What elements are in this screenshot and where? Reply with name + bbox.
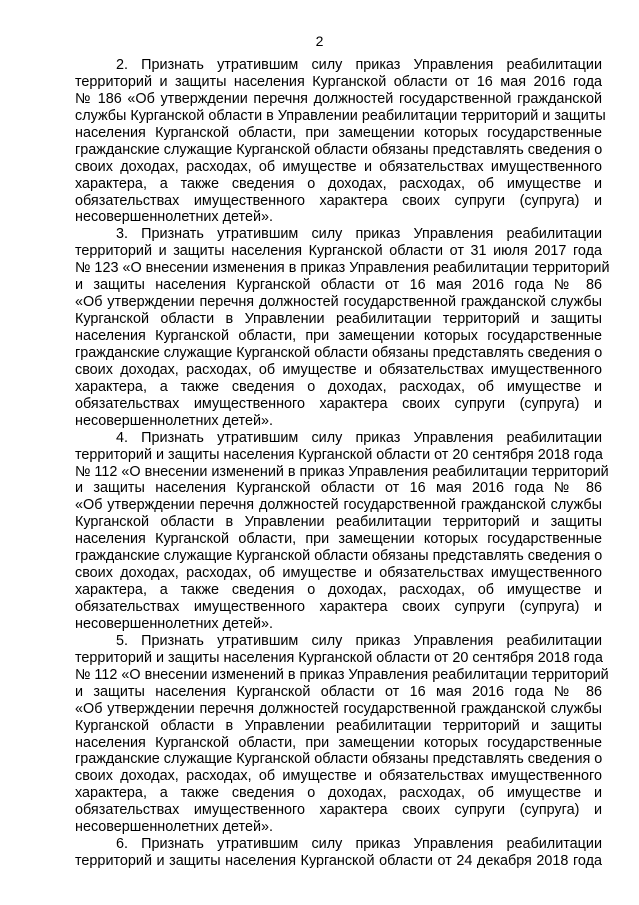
paragraph-line: обязательствах имущественного характера своих супруги (супруга) и xyxy=(75,802,602,819)
paragraph-line: службы Курганской области в Управлении реабилитации территорий и защиты xyxy=(75,107,606,124)
paragraph-6 xyxy=(75,836,602,870)
paragraph-line: территорий и защиты населения Курганской области от 31 июля 2017 года xyxy=(75,243,602,260)
paragraph-line: населения Курганской области, при замещении которых государственные xyxy=(75,531,602,548)
paragraph-line: «Об утверждении перечня должностей государственной гражданской службы xyxy=(75,497,602,514)
paragraph-line: обязательствах имущественного характера своих супруги (супруга) и xyxy=(75,192,602,209)
paragraph-line: характера, а также сведения о доходах, расходах, об имуществе и xyxy=(75,378,602,395)
paragraph-line: № 123 «О внесении изменения в приказ Управления реабилитации территорий xyxy=(75,260,610,277)
paragraph-line: территорий и защиты населения Курганской области от 24 декабря 2018 года xyxy=(75,853,602,870)
paragraph-line: и защиты населения Курганской области от 16 мая 2016 года № 86 xyxy=(75,480,602,497)
paragraph-line: № 186 «Об утверждении перечня должностей государственной гражданской xyxy=(75,90,602,107)
paragraph-line: территорий и защиты населения Курганской области от 20 сентября 2018 года xyxy=(75,446,603,463)
paragraph-line: несовершеннолетних детей». xyxy=(75,819,274,836)
paragraph-line: № 112 «О внесении изменений в приказ Управления реабилитации территорий xyxy=(75,666,609,683)
paragraph-line: гражданские служащие Курганской области обязаны представлять сведения о xyxy=(75,344,603,361)
paragraph-line: населения Курганской области, при замещении которых государственные xyxy=(75,124,602,141)
paragraph-line: характера, а также сведения о доходах, расходах, об имуществе и xyxy=(75,785,602,802)
paragraph-line: своих доходах, расходах, об имуществе и обязательствах имущественного xyxy=(75,565,602,582)
paragraph-line: территорий и защиты населения Курганской области от 16 мая 2016 года xyxy=(75,73,602,90)
paragraph-line: населения Курганской области, при замещении которых государственные xyxy=(75,328,602,344)
paragraph-line: 6. Признать утратившим силу приказ Управления реабилитации xyxy=(116,836,602,853)
paragraph-line: гражданские служащие Курганской области обязаны представлять сведения о xyxy=(75,548,603,565)
paragraph-line: несовершеннолетних детей». xyxy=(75,209,274,226)
paragraph-3 xyxy=(75,226,610,429)
paragraph-line: несовершеннолетних детей». xyxy=(75,412,274,429)
paragraph-line: несовершеннолетних детей». xyxy=(75,615,274,632)
paragraph-line: 5. Признать утратившим силу приказ Управления реабилитации xyxy=(116,632,602,649)
paragraph-line: Курганской области в Управлении реабилитации территорий и защиты xyxy=(75,311,602,328)
paragraph-line: обязательствах имущественного характера своих супруги (супруга) и xyxy=(75,599,602,615)
paragraph-2 xyxy=(75,57,606,226)
paragraph-line: характера, а также сведения о доходах, расходах, об имуществе и xyxy=(75,582,602,599)
paragraph-line: 4. Признать утратившим силу приказ Управления реабилитации xyxy=(116,429,602,446)
paragraph-line: населения Курганской области, при замещении которых государственные xyxy=(75,734,602,751)
paragraph-line: и защиты населения Курганской области от 16 мая 2016 года № 86 xyxy=(75,683,602,700)
paragraph-line: № 112 «О внесении изменений в приказ Управления реабилитации территорий xyxy=(75,463,609,480)
paragraph-line: 2. Признать утратившим силу приказ Управления реабилитации xyxy=(116,57,602,73)
paragraph-4 xyxy=(75,429,609,633)
paragraph-line: «Об утверждении перечня должностей государственной гражданской службы xyxy=(75,294,602,311)
paragraph-line: характера, а также сведения о доходах, расходах, об имуществе и xyxy=(75,175,602,192)
paragraph-line: своих доходах, расходах, об имуществе и обязательствах имущественного xyxy=(75,768,602,785)
paragraph-line: своих доходах, расходах, об имуществе и обязательствах имущественного xyxy=(75,361,602,378)
paragraph-line: «Об утверждении перечня должностей государственной гражданской службы xyxy=(75,700,602,717)
paragraph-line: Курганской области в Управлении реабилитации территорий и защиты xyxy=(75,514,602,531)
paragraph-line: территорий и защиты населения Курганской области от 20 сентября 2018 года xyxy=(75,649,603,666)
document-body xyxy=(75,57,610,870)
paragraph-5 xyxy=(75,632,609,836)
paragraph-line: 3. Признать утратившим силу приказ Управления реабилитации xyxy=(116,226,602,243)
paragraph-line: Курганской области в Управлении реабилитации территорий и защиты xyxy=(75,717,602,734)
paragraph-line: и защиты населения Курганской области от 16 мая 2016 года № 86 xyxy=(75,277,602,294)
paragraph-line: гражданские служащие Курганской области обязаны представлять сведения о xyxy=(75,141,603,158)
page-number: 2 xyxy=(315,33,324,49)
paragraph-line: гражданские служащие Курганской области обязаны представлять сведения о xyxy=(75,751,603,768)
paragraph-line: обязательствах имущественного характера своих супруги (супруга) и xyxy=(75,395,602,412)
paragraph-line: своих доходах, расходах, об имуществе и обязательствах имущественного xyxy=(75,158,602,175)
